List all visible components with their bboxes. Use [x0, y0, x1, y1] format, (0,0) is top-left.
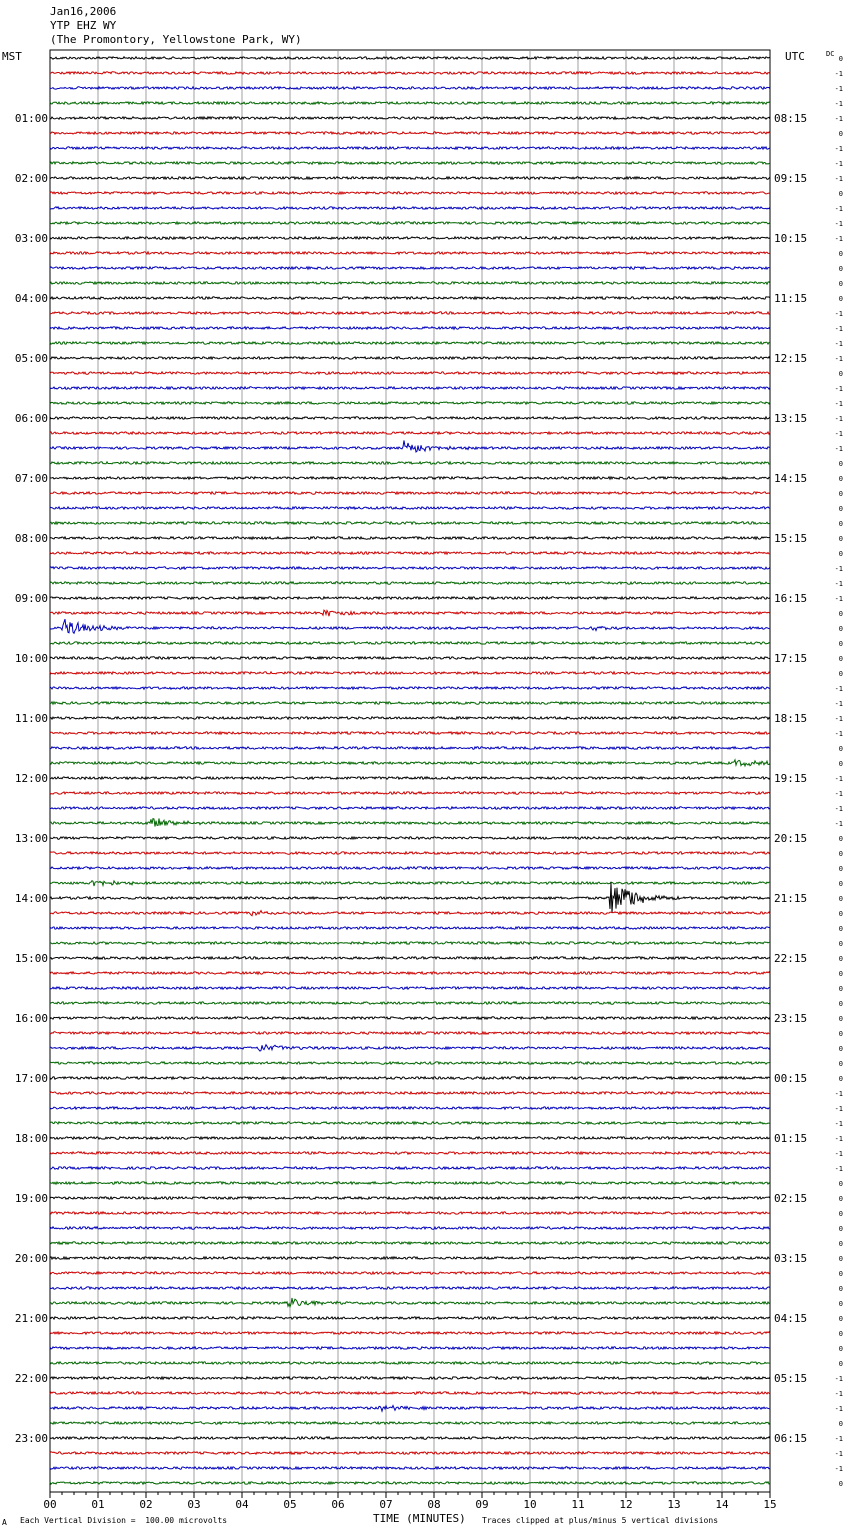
left-hour-label: 13:00	[14, 832, 48, 845]
seismic-trace	[50, 597, 770, 599]
dc-offset-label: 0	[838, 1480, 843, 1488]
seismic-trace	[50, 1422, 770, 1424]
right-hour-label: 18:15	[774, 712, 808, 725]
seismic-trace	[50, 72, 770, 74]
seismic-trace	[50, 57, 770, 59]
seismic-trace	[50, 1167, 770, 1169]
left-hour-label: 14:00	[14, 892, 48, 905]
seismic-trace	[50, 192, 770, 194]
seismic-trace	[50, 297, 770, 299]
dc-offset-label: 0	[838, 1240, 843, 1248]
left-hour-label: 08:00	[14, 532, 48, 545]
seismic-trace	[50, 1392, 770, 1394]
dc-offset-label: -1	[834, 790, 843, 798]
seismic-trace	[50, 672, 770, 674]
seismic-trace	[50, 1227, 770, 1229]
seismic-trace	[50, 792, 770, 794]
right-hour-label: 21:15	[774, 892, 808, 905]
dc-offset-label: 0	[838, 1180, 843, 1188]
seismic-trace	[50, 222, 770, 224]
seismic-trace	[50, 1212, 770, 1214]
seismic-trace	[50, 252, 770, 254]
dc-offset-label: -1	[834, 415, 843, 423]
dc-offset-label: 0	[838, 475, 843, 483]
seismic-trace	[50, 1107, 770, 1109]
seismic-trace	[50, 911, 770, 916]
dc-offset-label: 0	[838, 1030, 843, 1038]
scale-note: Each Vertical Division = 100.00 microvolts	[20, 1516, 228, 1525]
x-tick-label: 08	[427, 1498, 441, 1511]
seismic-trace	[50, 1272, 770, 1274]
right-hour-label: 23:15	[774, 1012, 808, 1025]
x-tick-label: 11	[571, 1498, 585, 1511]
dc-offset-label: 0	[838, 835, 843, 843]
left-hour-label: 07:00	[14, 472, 48, 485]
dc-offset-label: 0	[838, 1210, 843, 1218]
right-hour-label: 00:15	[774, 1072, 808, 1085]
x-tick-label: 14	[715, 1498, 729, 1511]
x-tick-label: 10	[523, 1498, 537, 1511]
seismic-trace	[50, 867, 770, 869]
dc-offset-label: 0	[838, 535, 843, 543]
dc-offset-label: 0	[838, 1195, 843, 1203]
right-hour-label: 22:15	[774, 952, 808, 965]
dc-offset-label: 0	[838, 520, 843, 528]
dc-offset-label: -1	[834, 685, 843, 693]
dc-offset-label: -1	[834, 205, 843, 213]
dc-offset-label: 0	[838, 55, 843, 63]
dc-label: DC	[826, 50, 835, 58]
seismic-trace	[50, 312, 770, 314]
dc-offset-label: 0	[838, 280, 843, 288]
seismic-trace	[50, 477, 770, 479]
seismic-trace	[50, 927, 770, 929]
left-hour-label: 03:00	[14, 232, 48, 245]
dc-offset-label: 0	[838, 1285, 843, 1293]
seismic-trace	[50, 717, 770, 719]
seismic-trace	[50, 1467, 770, 1469]
left-hour-label: 01:00	[14, 112, 48, 125]
seismic-trace	[50, 147, 770, 149]
left-hour-label: 16:00	[14, 1012, 48, 1025]
seismic-trace	[50, 267, 770, 269]
right-hour-label: 02:15	[774, 1192, 808, 1205]
right-hour-label: 19:15	[774, 772, 808, 785]
seismic-trace	[50, 777, 770, 779]
right-hour-label: 12:15	[774, 352, 808, 365]
seismic-trace	[50, 1182, 770, 1184]
seismic-trace	[50, 87, 770, 89]
dc-offset-label: 0	[838, 1075, 843, 1083]
seismic-trace	[50, 1002, 770, 1004]
dc-offset-label: 0	[838, 295, 843, 303]
seismic-trace	[50, 1032, 770, 1034]
dc-offset-label: -1	[834, 700, 843, 708]
seismic-trace	[50, 282, 770, 284]
dc-offset-label: -1	[834, 355, 843, 363]
dc-offset-label: 0	[838, 865, 843, 873]
dc-offset-label: -1	[834, 1105, 843, 1113]
dc-offset-label: -1	[834, 445, 843, 453]
x-tick-label: 02	[139, 1498, 153, 1511]
left-hour-label: 04:00	[14, 292, 48, 305]
seismic-trace	[50, 207, 770, 209]
seismic-trace	[50, 987, 770, 989]
seismic-trace	[50, 327, 770, 329]
dc-offset-label: -1	[834, 400, 843, 408]
dc-offset-label: -1	[834, 175, 843, 183]
dc-offset-label: 0	[838, 670, 843, 678]
seismic-trace	[50, 1077, 770, 1079]
corner-mark: A	[2, 1518, 7, 1527]
dc-offset-label: -1	[834, 220, 843, 228]
dc-offset-label: 0	[838, 1270, 843, 1278]
x-tick-label: 13	[667, 1498, 681, 1511]
right-hour-label: 09:15	[774, 172, 808, 185]
seismic-trace	[50, 462, 770, 464]
dc-offset-label: -1	[834, 1450, 843, 1458]
dc-offset-label: 0	[838, 550, 843, 558]
dc-offset-label: 0	[838, 940, 843, 948]
right-hour-label: 01:15	[774, 1132, 808, 1145]
seismic-trace	[50, 402, 770, 404]
dc-offset-label: 0	[838, 130, 843, 138]
left-hour-label: 11:00	[14, 712, 48, 725]
right-hour-label: 20:15	[774, 832, 808, 845]
dc-offset-label: -1	[834, 775, 843, 783]
dc-offset-label: -1	[834, 595, 843, 603]
x-tick-label: 15	[763, 1498, 777, 1511]
dc-offset-label: 0	[838, 1420, 843, 1428]
dc-offset-label: 0	[838, 265, 843, 273]
dc-offset-label: -1	[834, 1165, 843, 1173]
seismic-trace	[50, 1152, 770, 1154]
left-hour-label: 19:00	[14, 1192, 48, 1205]
seismic-trace	[50, 567, 770, 569]
seismic-trace	[50, 957, 770, 959]
left-hour-label: 02:00	[14, 172, 48, 185]
right-hour-label: 06:15	[774, 1432, 808, 1445]
right-hour-label: 10:15	[774, 232, 808, 245]
dc-offset-label: 0	[838, 895, 843, 903]
dc-offset-label: 0	[838, 190, 843, 198]
dc-offset-label: 0	[838, 1045, 843, 1053]
seismic-trace	[50, 537, 770, 539]
location-label: (The Promontory, Yellowstone Park, WY)	[50, 33, 302, 46]
seismic-trace	[50, 117, 770, 119]
left-hour-label: 21:00	[14, 1312, 48, 1325]
seismic-trace	[50, 1017, 770, 1019]
right-hour-label: 17:15	[774, 652, 808, 665]
x-tick-label: 06	[331, 1498, 345, 1511]
dc-offset-label: -1	[834, 160, 843, 168]
dc-offset-label: 0	[838, 1315, 843, 1323]
dc-offset-label: 0	[838, 1060, 843, 1068]
plot-frame	[50, 50, 770, 1492]
dc-offset-label: -1	[834, 1405, 843, 1413]
date-label: Jan16,2006	[50, 5, 117, 18]
seismic-trace	[50, 732, 770, 734]
seismic-trace	[50, 1482, 770, 1484]
right-hour-label: 15:15	[774, 532, 808, 545]
seismic-trace	[50, 1257, 770, 1259]
dc-offset-label: -1	[834, 1150, 843, 1158]
left-hour-label: 17:00	[14, 1072, 48, 1085]
seismic-trace	[50, 1062, 770, 1064]
dc-offset-label: 0	[838, 880, 843, 888]
left-timezone-label: MST	[2, 50, 22, 63]
seismic-trace	[50, 440, 770, 452]
left-hour-label: 09:00	[14, 592, 48, 605]
seismic-trace	[50, 807, 770, 809]
seismic-trace	[50, 852, 770, 854]
dc-offset-label: 0	[838, 760, 843, 768]
seismic-trace	[50, 1045, 770, 1051]
dc-offset-label: -1	[834, 805, 843, 813]
right-timezone-label: UTC	[785, 50, 805, 63]
dc-offset-label: 0	[838, 925, 843, 933]
seismic-trace	[50, 387, 770, 389]
right-hour-label: 03:15	[774, 1252, 808, 1265]
dc-offset-label: 0	[838, 1015, 843, 1023]
dc-offset-label: -1	[834, 100, 843, 108]
x-tick-label: 12	[619, 1498, 633, 1511]
right-hour-label: 14:15	[774, 472, 808, 485]
right-hour-label: 11:15	[774, 292, 808, 305]
seismic-trace	[50, 552, 770, 554]
dc-offset-label: 0	[838, 460, 843, 468]
seismic-trace	[50, 687, 770, 689]
seismic-trace	[50, 177, 770, 179]
dc-offset-label: -1	[834, 1465, 843, 1473]
dc-offset-label: 0	[838, 610, 843, 618]
seismic-trace	[50, 1092, 770, 1094]
right-hour-label: 05:15	[774, 1372, 808, 1385]
x-tick-label: 05	[283, 1498, 297, 1511]
seismic-trace	[50, 1122, 770, 1124]
dc-offset-label: -1	[834, 1435, 843, 1443]
seismic-trace	[50, 610, 770, 616]
seismic-trace	[50, 102, 770, 104]
dc-offset-label: -1	[834, 1135, 843, 1143]
x-tick-label: 03	[187, 1498, 201, 1511]
dc-offset-label: -1	[834, 340, 843, 348]
left-hour-label: 20:00	[14, 1252, 48, 1265]
dc-offset-label: -1	[834, 1120, 843, 1128]
dc-offset-label: -1	[834, 385, 843, 393]
seismic-trace	[50, 372, 770, 374]
seismic-trace	[50, 342, 770, 344]
dc-offset-label: 0	[838, 745, 843, 753]
dc-offset-label: 0	[838, 1300, 843, 1308]
x-tick-label: 00	[43, 1498, 57, 1511]
left-hour-label: 22:00	[14, 1372, 48, 1385]
dc-offset-label: 0	[838, 655, 843, 663]
seismic-trace	[50, 1317, 770, 1319]
left-hour-label: 15:00	[14, 952, 48, 965]
seismic-trace	[50, 1406, 770, 1412]
clip-note: Traces clipped at plus/minus 5 vertical divisions	[482, 1516, 719, 1525]
seismic-trace	[50, 582, 770, 584]
dc-offset-label: 0	[838, 1225, 843, 1233]
seismic-trace	[50, 1362, 770, 1364]
seismic-trace	[50, 417, 770, 419]
seismic-trace	[50, 1137, 770, 1139]
dc-offset-label: -1	[834, 1390, 843, 1398]
seismic-trace	[50, 1347, 770, 1349]
station-label: YTP EHZ WY	[50, 19, 117, 32]
dc-offset-label: -1	[834, 565, 843, 573]
dc-offset-label: -1	[834, 325, 843, 333]
dc-offset-label: 0	[838, 1345, 843, 1353]
seismic-trace	[50, 657, 770, 659]
seismic-trace	[50, 1287, 770, 1289]
seismic-trace	[50, 972, 770, 974]
seismic-trace	[50, 619, 770, 633]
seismic-trace	[50, 132, 770, 134]
dc-offset-label: 0	[838, 970, 843, 978]
dc-offset-label: 0	[838, 850, 843, 858]
seismic-trace	[50, 1377, 770, 1379]
dc-offset-label: -1	[834, 115, 843, 123]
left-hour-label: 18:00	[14, 1132, 48, 1145]
seismic-trace	[50, 1298, 770, 1307]
seismic-trace	[50, 432, 770, 434]
left-hour-label: 12:00	[14, 772, 48, 785]
dc-offset-label: -1	[834, 1090, 843, 1098]
dc-offset-label: 0	[838, 250, 843, 258]
seismic-trace	[50, 1332, 770, 1334]
x-tick-label: 04	[235, 1498, 249, 1511]
dc-offset-label: 0	[838, 955, 843, 963]
left-hour-label: 05:00	[14, 352, 48, 365]
dc-offset-label: 0	[838, 910, 843, 918]
seismic-trace	[50, 760, 770, 766]
seismic-trace	[50, 507, 770, 509]
seismic-trace	[50, 1242, 770, 1244]
dc-offset-label: 0	[838, 370, 843, 378]
seismic-trace	[50, 492, 770, 494]
dc-offset-label: 0	[838, 625, 843, 633]
dc-offset-label: 0	[838, 985, 843, 993]
seismic-trace	[50, 162, 770, 164]
left-hour-label: 06:00	[14, 412, 48, 425]
x-tick-label: 09	[475, 1498, 489, 1511]
x-tick-label: 01	[91, 1498, 105, 1511]
seismic-trace	[50, 1437, 770, 1439]
seismic-trace	[50, 357, 770, 359]
dc-offset-label: -1	[834, 430, 843, 438]
seismic-trace	[50, 942, 770, 944]
seismic-trace	[50, 882, 770, 913]
seismic-trace	[50, 702, 770, 704]
dc-offset-label: -1	[834, 820, 843, 828]
seismic-trace	[50, 747, 770, 749]
dc-offset-label: -1	[834, 145, 843, 153]
dc-offset-label: 0	[838, 490, 843, 498]
dc-offset-label: -1	[834, 1375, 843, 1383]
dc-offset-label: 0	[838, 1000, 843, 1008]
right-hour-label: 13:15	[774, 412, 808, 425]
right-hour-label: 08:15	[774, 112, 808, 125]
seismic-trace	[50, 237, 770, 239]
seismic-trace	[50, 1197, 770, 1199]
dc-offset-label: 0	[838, 1255, 843, 1263]
dc-offset-label: 0	[838, 640, 843, 648]
seismic-trace	[50, 819, 770, 827]
x-axis-title: TIME (MINUTES)	[373, 1512, 466, 1525]
left-hour-label: 10:00	[14, 652, 48, 665]
dc-offset-label: -1	[834, 580, 843, 588]
x-tick-label: 07	[379, 1498, 393, 1511]
seismic-trace	[50, 1452, 770, 1454]
dc-offset-label: 0	[838, 1330, 843, 1338]
seismic-trace	[50, 522, 770, 524]
seismic-trace	[50, 837, 770, 839]
dc-offset-label: -1	[834, 310, 843, 318]
dc-offset-label: -1	[834, 730, 843, 738]
dc-offset-label: 0	[838, 1360, 843, 1368]
seismic-trace	[50, 642, 770, 644]
dc-offset-label: -1	[834, 715, 843, 723]
right-hour-label: 04:15	[774, 1312, 808, 1325]
right-hour-label: 16:15	[774, 592, 808, 605]
dc-offset-label: -1	[834, 85, 843, 93]
dc-offset-label: -1	[834, 70, 843, 78]
seismic-trace	[50, 881, 770, 886]
dc-offset-label: -1	[834, 235, 843, 243]
left-hour-label: 23:00	[14, 1432, 48, 1445]
dc-offset-label: 0	[838, 505, 843, 513]
